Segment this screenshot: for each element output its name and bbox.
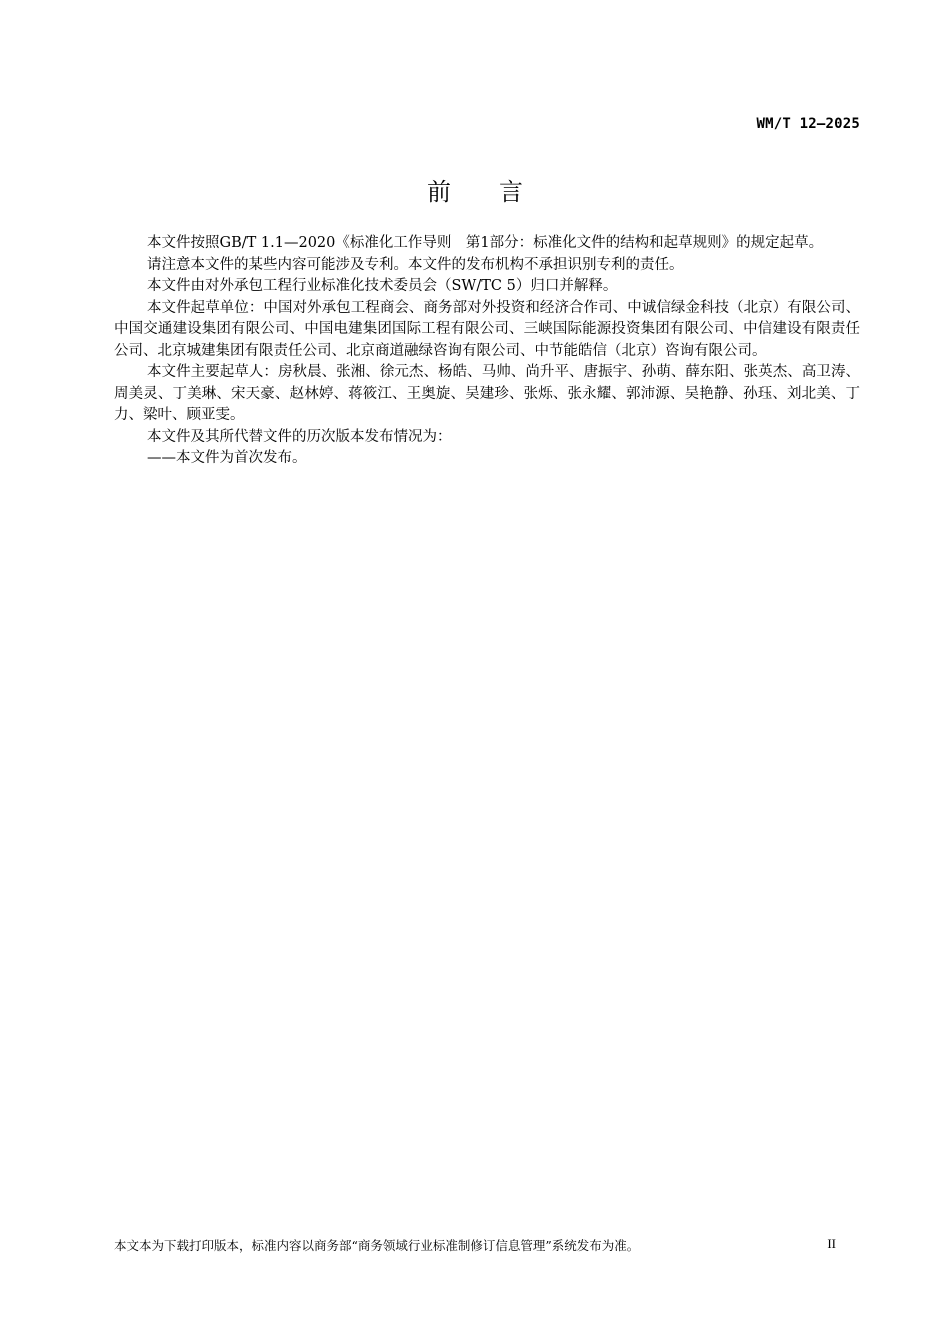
page-number: II [827,1236,836,1251]
page-title: 前言 [427,178,571,206]
paragraph-first-release: ——本文件为首次发布。 [147,450,307,466]
paragraph-committee: 本文件由对外承包工程行业标准化技术委员会（SW/TC 5）归口并解释。 [147,278,618,294]
paragraph-drafting-units: 本文件起草单位：中国对外承包工程商会、商务部对外投资和经济合作司、中诚信绿金科技（北京）有限公司、中国交通建设集团有限公司、中国电建集团国际工程有限公司、三峡国际能源投资集团有限公司、中信建设有限责任公司、北京城建集团有限责任公司、北京商道融绿咨询有限公司、中节能皓信（北京）咨询有限公司。 [114,299,860,359]
standard-code: WM/T 12—2025 [756,116,860,132]
footer-note: 本文本为下载打印版本，标准内容以商务部“商务领域行业标准制修订信息管理”系统发布为准。 [114,1238,640,1253]
paragraph-version-history: 本文件及其所代替文件的历次版本发布情况为： [147,428,452,445]
document-body [114,233,860,470]
paragraph-patent-notice: 请注意本文件的某些内容可能涉及专利。本文件的发布机构不承担识别专利的责任。 [147,256,684,273]
paragraph-drafters: 本文件主要起草人：房秋晨、张湘、徐元杰、杨皓、马帅、尚升平、唐振宇、孙萌、薛东阳、张英杰、高卫涛、周美灵、丁美琳、宋天豪、赵林婷、蒋筱江、王奥旋、吴建珍、张烁、张永耀、郭沛源、吴艳静、孙珏、刘北美、丁力、梁叶、顾亚雯。 [114,364,860,423]
paragraph-drafting-rules: 本文件按照GB/T 1.1—2020《标准化工作导则 第1部分：标准化文件的结构和起草规则》的规定起草。 [147,235,824,251]
